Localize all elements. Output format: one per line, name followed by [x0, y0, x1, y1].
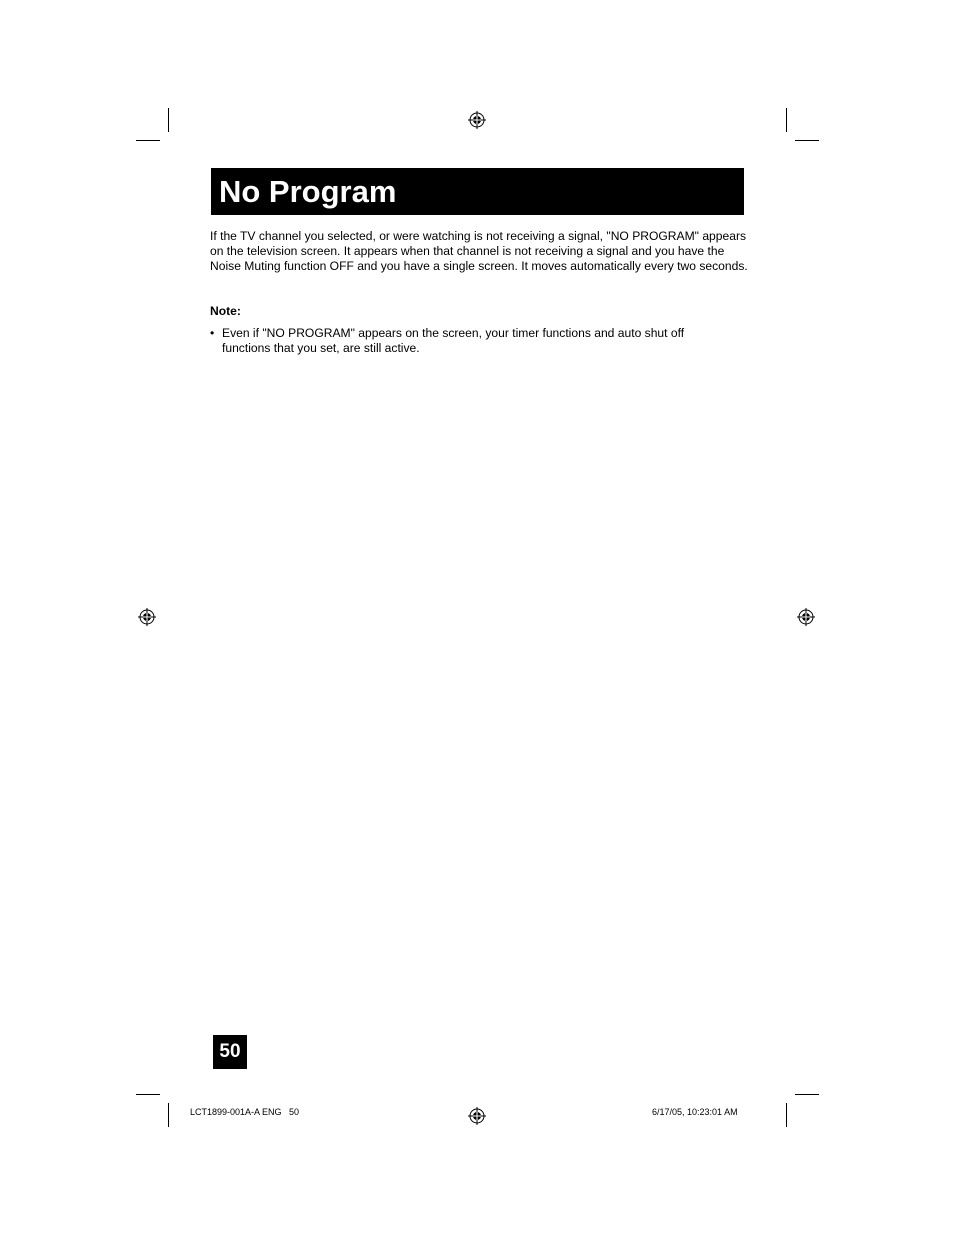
crop-mark — [168, 1103, 169, 1127]
registration-mark-icon — [468, 1107, 486, 1125]
footer-job-code: LCT1899-001A-A ENG 50 — [190, 1107, 300, 1117]
page-number: 50 — [213, 1035, 247, 1069]
body-paragraph: If the TV channel you selected, or were watching is not receiving a signal, "NO PROGRAM" appears on the television screen. It appears when that channel is not receiving a signal and you have the Noise Muting function OFF and you have a single screen. It moves automatically every two seconds. — [210, 229, 748, 273]
crop-mark — [795, 140, 819, 141]
crop-mark — [795, 1094, 819, 1095]
section-title-bar — [211, 168, 744, 215]
crop-mark — [786, 108, 787, 132]
note-label: Note: — [210, 304, 241, 318]
crop-mark — [786, 1103, 787, 1127]
footer-timestamp: 6/17/05, 10:23:01 AM — [652, 1107, 738, 1117]
note-list — [210, 326, 710, 356]
crop-mark — [136, 1094, 160, 1095]
registration-mark-icon — [138, 608, 156, 626]
note-text: Even if "NO PROGRAM" appears on the screen, your timer functions and auto shut off functions that you set, are still active. — [222, 326, 685, 355]
crop-mark — [168, 108, 169, 132]
list-item — [210, 326, 710, 356]
page-title: No Program — [219, 174, 397, 209]
bullet-icon: • — [210, 326, 215, 340]
registration-mark-icon — [468, 111, 486, 129]
registration-mark-icon — [797, 608, 815, 626]
crop-mark — [136, 140, 160, 141]
